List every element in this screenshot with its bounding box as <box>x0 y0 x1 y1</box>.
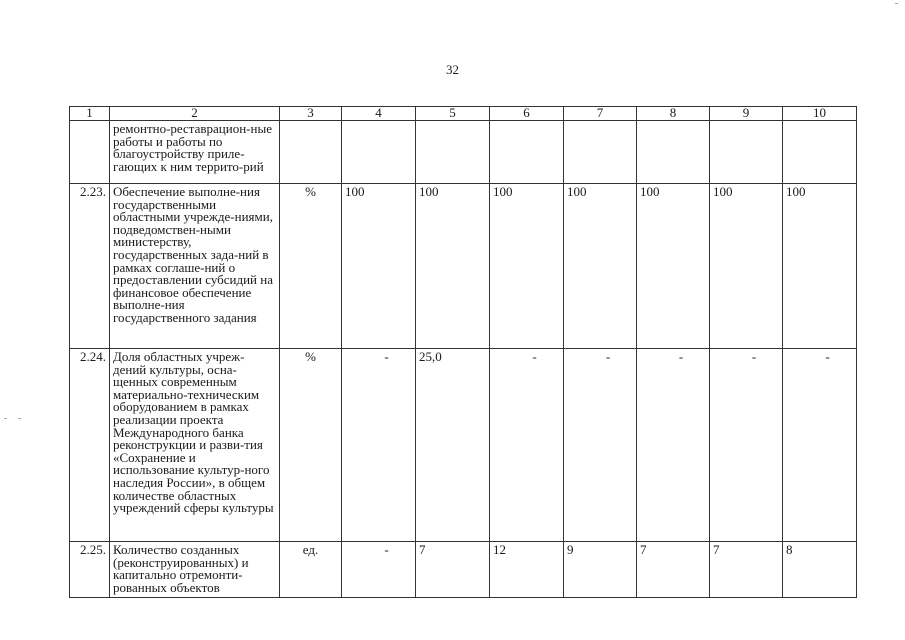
row-value: 7 <box>710 542 783 598</box>
scan-artifact <box>18 418 21 419</box>
row-value: 7 <box>416 542 490 598</box>
row-number: 2.25. <box>70 542 110 598</box>
row-value: 100 <box>342 184 416 349</box>
column-header: 7 <box>564 107 637 121</box>
row-value <box>416 121 490 184</box>
row-name: Доля областных учреж-дений культуры, осна-щенных современным материально-техническим оборудованием в рамках реализации проекта Международного банка реконструкции и разви-тия «Сохранение и использование культур-ного наследия России», в общем количестве областных учреждений сферы культуры <box>110 349 280 542</box>
row-value: 100 <box>564 184 637 349</box>
row-value: 9 <box>564 542 637 598</box>
row-unit: % <box>280 184 342 349</box>
row-number <box>70 121 110 184</box>
column-header: 4 <box>342 107 416 121</box>
table-row <box>70 184 857 349</box>
row-value <box>710 121 783 184</box>
column-header: 5 <box>416 107 490 121</box>
table-row <box>70 349 857 542</box>
column-header: 8 <box>637 107 710 121</box>
row-value: 8 <box>783 542 857 598</box>
row-value: 100 <box>490 184 564 349</box>
column-header: 2 <box>110 107 280 121</box>
table-row <box>70 121 857 184</box>
row-value <box>490 121 564 184</box>
table-row <box>70 542 857 598</box>
indicators-table <box>69 106 857 598</box>
row-value: 25,0 <box>416 349 490 542</box>
row-value: - <box>710 349 783 542</box>
row-unit <box>280 121 342 184</box>
row-value: - <box>783 349 857 542</box>
row-unit: % <box>280 349 342 542</box>
row-value: 100 <box>783 184 857 349</box>
row-value: 100 <box>710 184 783 349</box>
row-value: - <box>490 349 564 542</box>
column-header: 6 <box>490 107 564 121</box>
row-value <box>637 121 710 184</box>
row-value: - <box>637 349 710 542</box>
row-value: 12 <box>490 542 564 598</box>
column-header: 9 <box>710 107 783 121</box>
row-value: - <box>342 349 416 542</box>
column-header: 3 <box>280 107 342 121</box>
row-value: - <box>564 349 637 542</box>
row-name: ремонтно-реставрацион-ные работы и работы по благоустройству приле-гающих к ним террито-рий <box>110 121 280 184</box>
row-number: 2.23. <box>70 184 110 349</box>
page-number: 32 <box>446 62 459 77</box>
row-name: Количество созданных (реконструированных) и капитально отремонти-рованных объектов <box>110 542 280 598</box>
column-header: 10 <box>783 107 857 121</box>
row-value: 100 <box>637 184 710 349</box>
row-name: Обеспечение выполне-ния государственными областными учрежде-ниями, подведомствен-ными министерству, государственных зада-ний в рамках соглаше-ний о предоставлении субсидий на финансовое обеспечение выполне-ния государственного задания <box>110 184 280 349</box>
row-number: 2.24. <box>70 349 110 542</box>
row-value <box>783 121 857 184</box>
row-value: - <box>342 542 416 598</box>
column-header: 1 <box>70 107 110 121</box>
row-value: 100 <box>416 184 490 349</box>
row-value <box>564 121 637 184</box>
row-unit: ед. <box>280 542 342 598</box>
row-value <box>342 121 416 184</box>
scan-artifact <box>4 418 7 419</box>
row-value: 7 <box>637 542 710 598</box>
scan-artifact <box>895 3 898 4</box>
table-header-row <box>70 107 857 121</box>
